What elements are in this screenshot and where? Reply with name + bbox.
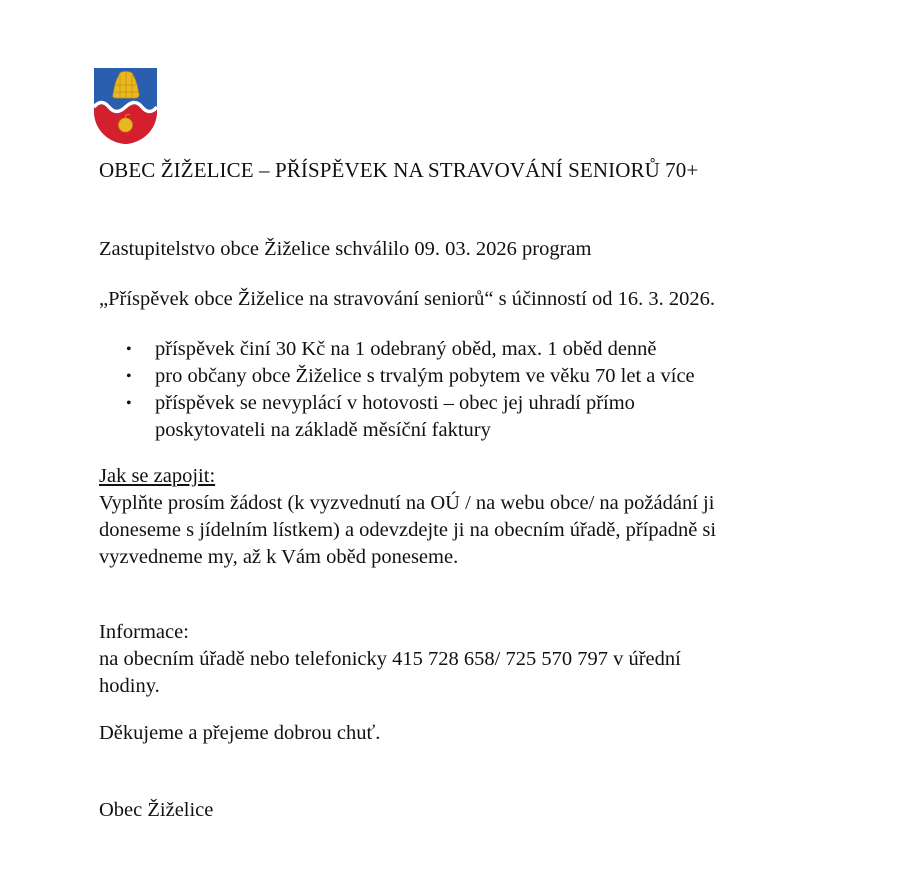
- info-section: [99, 619, 681, 700]
- thanks-line: Děkujeme a přejeme dobrou chuť.: [99, 722, 381, 744]
- document-title: OBEC ŽIŽELICE – PŘÍSPĚVEK NA STRAVOVÁNÍ SENIORŮ 70+: [99, 158, 699, 182]
- how-to-line: Vyplňte prosím žádost (k vyzvednutí na OÚ / na webu obce/ na požádání ji: [99, 492, 715, 514]
- list-item: [124, 336, 695, 363]
- signature: Obec Žiželice: [99, 799, 214, 821]
- info-heading: Informace:: [99, 621, 189, 643]
- list-item-text: příspěvek činí 30 Kč na 1 odebraný oběd, max. 1 oběd denně: [155, 338, 657, 360]
- intro-line-1: Zastupitelstvo obce Žiželice schválilo 09. 03. 2026 program: [99, 238, 592, 260]
- intro-line-2: „Příspěvek obce Žiželice na stravování seniorů“ s účinností od 16. 3. 2026.: [99, 288, 715, 310]
- list-item: [124, 363, 695, 390]
- bullet-icon: •: [126, 395, 132, 412]
- how-to-heading: Jak se zapojit:: [99, 465, 216, 487]
- how-to-line: vyzvedneme my, až k Vám oběd poneseme.: [99, 546, 459, 568]
- benefit-list: [124, 336, 695, 444]
- list-item: [124, 390, 695, 444]
- list-item-text: příspěvek se nevyplácí v hotovosti – obec jej uhradí přímo: [155, 392, 635, 414]
- how-to-line: doneseme s jídelním lístkem) a odevzdejte ji na obecním úřadě, případně si: [99, 519, 717, 541]
- list-item-text: pro občany obce Žiželice s trvalým pobytem ve věku 70 let a více: [155, 365, 695, 387]
- bullet-icon: •: [126, 341, 132, 358]
- info-line: hodiny.: [99, 675, 160, 697]
- list-item-text-cont: poskytovateli na základě měsíční faktury: [155, 419, 491, 441]
- how-to-section: [99, 463, 716, 571]
- bullet-icon: •: [126, 368, 132, 385]
- coat-of-arms-icon: [93, 67, 158, 145]
- info-line: na obecním úřadě nebo telefonicky 415 728 658/ 725 570 797 v úřední: [99, 648, 681, 670]
